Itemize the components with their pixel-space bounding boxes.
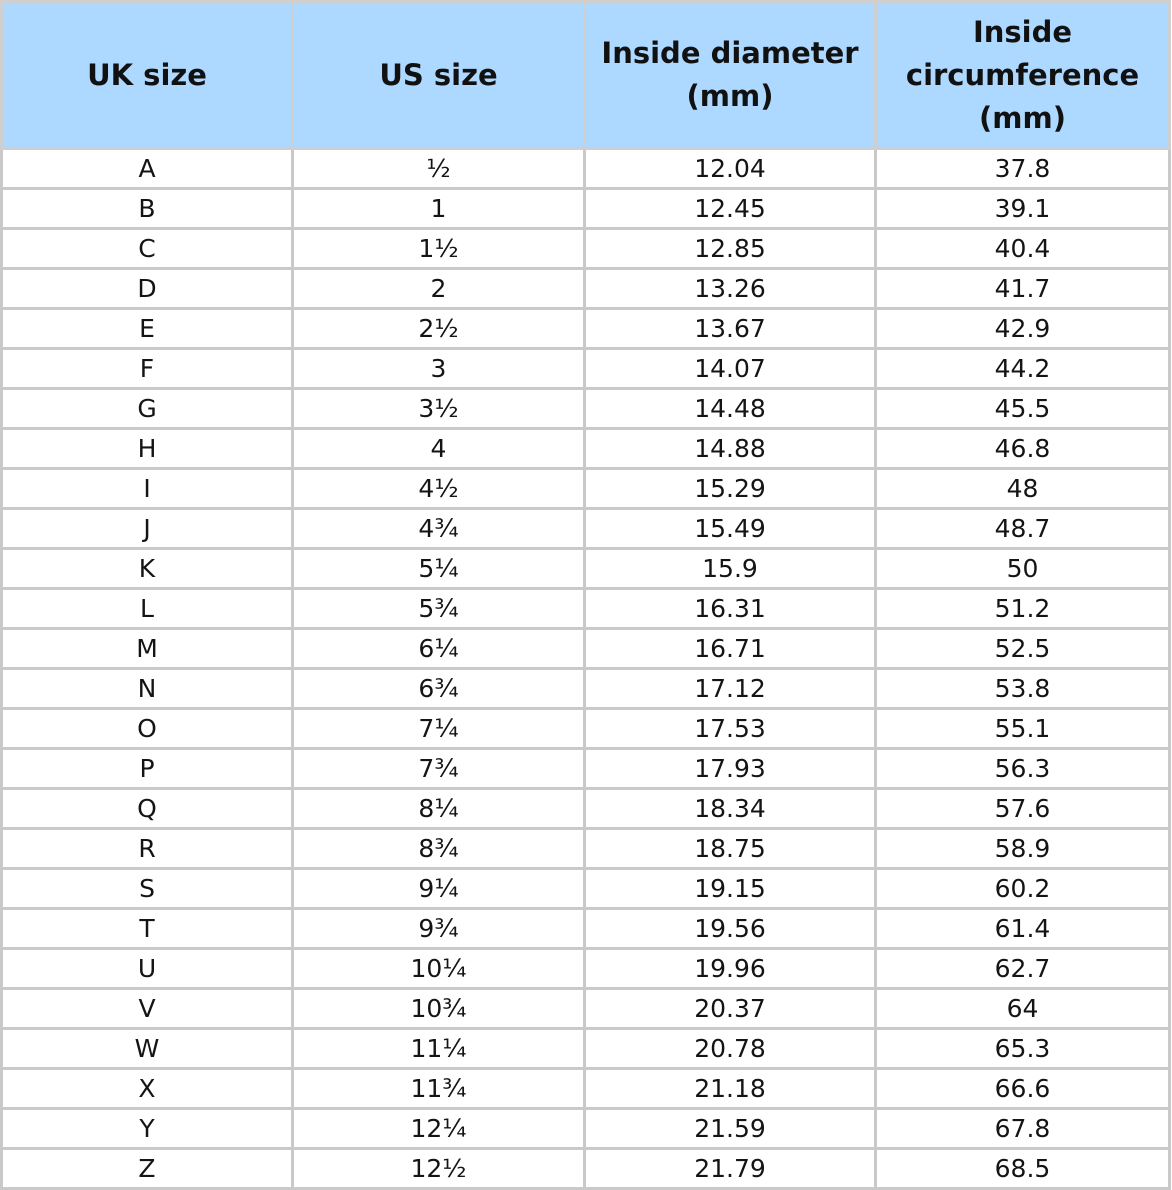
table-row <box>2 869 1170 909</box>
table-row <box>2 789 1170 829</box>
us-size-cell: 2 <box>293 269 585 309</box>
inside-circumference-cell: 60.2 <box>876 869 1170 909</box>
inside-circumference-cell: 42.9 <box>876 309 1170 349</box>
inside-circumference-cell: 41.7 <box>876 269 1170 309</box>
inside-diameter-cell: 15.9 <box>585 549 876 589</box>
header-us-size <box>293 2 585 149</box>
inside-circumference-cell: 40.4 <box>876 229 1170 269</box>
inside-circumference-cell: 53.8 <box>876 669 1170 709</box>
us-size-cell: 3 <box>293 349 585 389</box>
inside-diameter-cell: 12.45 <box>585 189 876 229</box>
table-row <box>2 749 1170 789</box>
table-row <box>2 629 1170 669</box>
uk-size-cell: L <box>2 589 293 629</box>
inside-diameter-cell: 15.49 <box>585 509 876 549</box>
us-size-cell: 3½ <box>293 389 585 429</box>
header-us-size-line: US size <box>379 57 498 92</box>
table-row <box>2 709 1170 749</box>
us-size-cell: 9¾ <box>293 909 585 949</box>
inside-diameter-cell: 15.29 <box>585 469 876 509</box>
inside-diameter-cell: 12.85 <box>585 229 876 269</box>
uk-size-cell: M <box>2 629 293 669</box>
us-size-cell: 8¾ <box>293 829 585 869</box>
inside-diameter-cell: 14.07 <box>585 349 876 389</box>
us-size-cell: 12½ <box>293 1149 585 1189</box>
inside-diameter-cell: 12.04 <box>585 149 876 189</box>
uk-size-cell: O <box>2 709 293 749</box>
inside-diameter-cell: 21.18 <box>585 1069 876 1109</box>
uk-size-cell: A <box>2 149 293 189</box>
uk-size-cell: T <box>2 909 293 949</box>
header-inside-diameter <box>585 2 876 149</box>
table-row <box>2 669 1170 709</box>
us-size-cell: 6¼ <box>293 629 585 669</box>
inside-diameter-cell: 20.78 <box>585 1029 876 1069</box>
header-inside-circumference-line2: circumference <box>905 57 1140 92</box>
table-body <box>2 149 1170 1189</box>
inside-diameter-cell: 17.53 <box>585 709 876 749</box>
inside-circumference-cell: 64 <box>876 989 1170 1029</box>
table-row <box>2 589 1170 629</box>
inside-circumference-cell: 37.8 <box>876 149 1170 189</box>
header-row <box>2 2 1170 149</box>
table-row <box>2 149 1170 189</box>
uk-size-cell: X <box>2 1069 293 1109</box>
us-size-cell: 5¼ <box>293 549 585 589</box>
uk-size-cell: S <box>2 869 293 909</box>
header-inside-circumference <box>876 2 1170 149</box>
table-row <box>2 949 1170 989</box>
uk-size-cell: H <box>2 429 293 469</box>
table-row <box>2 269 1170 309</box>
inside-diameter-cell: 18.34 <box>585 789 876 829</box>
inside-circumference-cell: 67.8 <box>876 1109 1170 1149</box>
table-row <box>2 829 1170 869</box>
uk-size-cell: G <box>2 389 293 429</box>
table-row <box>2 549 1170 589</box>
us-size-cell: 10¾ <box>293 989 585 1029</box>
inside-diameter-cell: 19.96 <box>585 949 876 989</box>
inside-diameter-cell: 13.67 <box>585 309 876 349</box>
us-size-cell: ½ <box>293 149 585 189</box>
inside-diameter-cell: 14.88 <box>585 429 876 469</box>
inside-circumference-cell: 62.7 <box>876 949 1170 989</box>
inside-diameter-cell: 17.12 <box>585 669 876 709</box>
uk-size-cell: J <box>2 509 293 549</box>
table-row <box>2 189 1170 229</box>
table-row <box>2 989 1170 1029</box>
inside-diameter-cell: 19.56 <box>585 909 876 949</box>
inside-diameter-cell: 16.31 <box>585 589 876 629</box>
inside-diameter-cell: 14.48 <box>585 389 876 429</box>
table-row <box>2 1149 1170 1189</box>
us-size-cell: 12¼ <box>293 1109 585 1149</box>
inside-circumference-cell: 44.2 <box>876 349 1170 389</box>
inside-circumference-cell: 61.4 <box>876 909 1170 949</box>
us-size-cell: 1 <box>293 189 585 229</box>
inside-circumference-cell: 57.6 <box>876 789 1170 829</box>
uk-size-cell: Y <box>2 1109 293 1149</box>
uk-size-cell: N <box>2 669 293 709</box>
inside-diameter-cell: 20.37 <box>585 989 876 1029</box>
table-header <box>2 2 1170 149</box>
uk-size-cell: R <box>2 829 293 869</box>
inside-circumference-cell: 56.3 <box>876 749 1170 789</box>
inside-diameter-cell: 16.71 <box>585 629 876 669</box>
uk-size-cell: W <box>2 1029 293 1069</box>
table-row <box>2 429 1170 469</box>
inside-circumference-cell: 50 <box>876 549 1170 589</box>
table-row <box>2 1029 1170 1069</box>
us-size-cell: 4½ <box>293 469 585 509</box>
header-inside-diameter-line: Inside diameter <box>601 36 859 70</box>
uk-size-cell: P <box>2 749 293 789</box>
us-size-cell: 7¾ <box>293 749 585 789</box>
us-size-cell: 1½ <box>293 229 585 269</box>
table-row <box>2 1109 1170 1149</box>
table-row <box>2 349 1170 389</box>
table-row <box>2 469 1170 509</box>
header-uk-size <box>2 2 293 149</box>
inside-diameter-cell: 17.93 <box>585 749 876 789</box>
table-row <box>2 389 1170 429</box>
inside-circumference-cell: 48.7 <box>876 509 1170 549</box>
uk-size-cell: I <box>2 469 293 509</box>
header-inside-diameter-unit: (mm) <box>686 79 774 113</box>
uk-size-cell: B <box>2 189 293 229</box>
inside-circumference-cell: 55.1 <box>876 709 1170 749</box>
inside-circumference-cell: 46.8 <box>876 429 1170 469</box>
uk-size-cell: Z <box>2 1149 293 1189</box>
uk-size-cell: C <box>2 229 293 269</box>
uk-size-cell: Q <box>2 789 293 829</box>
us-size-cell: 10¼ <box>293 949 585 989</box>
inside-circumference-cell: 65.3 <box>876 1029 1170 1069</box>
uk-size-cell: E <box>2 309 293 349</box>
header-uk-size-line: UK size <box>87 57 207 92</box>
uk-size-cell: V <box>2 989 293 1029</box>
uk-size-cell: F <box>2 349 293 389</box>
us-size-cell: 11¾ <box>293 1069 585 1109</box>
header-inside-circumference-unit: (mm) <box>979 100 1066 135</box>
inside-circumference-cell: 52.5 <box>876 629 1170 669</box>
inside-circumference-cell: 51.2 <box>876 589 1170 629</box>
inside-diameter-cell: 18.75 <box>585 829 876 869</box>
uk-size-cell: K <box>2 549 293 589</box>
inside-circumference-cell: 45.5 <box>876 389 1170 429</box>
inside-circumference-cell: 39.1 <box>876 189 1170 229</box>
inside-circumference-cell: 48 <box>876 469 1170 509</box>
uk-size-cell: U <box>2 949 293 989</box>
inside-diameter-cell: 13.26 <box>585 269 876 309</box>
us-size-cell: 2½ <box>293 309 585 349</box>
inside-diameter-cell: 21.79 <box>585 1149 876 1189</box>
us-size-cell: 11¼ <box>293 1029 585 1069</box>
table-row <box>2 509 1170 549</box>
inside-circumference-cell: 58.9 <box>876 829 1170 869</box>
table-row <box>2 309 1170 349</box>
us-size-cell: 4 <box>293 429 585 469</box>
inside-circumference-cell: 68.5 <box>876 1149 1170 1189</box>
table-row <box>2 909 1170 949</box>
inside-circumference-cell: 66.6 <box>876 1069 1170 1109</box>
us-size-cell: 5¾ <box>293 589 585 629</box>
us-size-cell: 9¼ <box>293 869 585 909</box>
us-size-cell: 4¾ <box>293 509 585 549</box>
inside-diameter-cell: 21.59 <box>585 1109 876 1149</box>
us-size-cell: 7¼ <box>293 709 585 749</box>
inside-diameter-cell: 19.15 <box>585 869 876 909</box>
uk-size-cell: D <box>2 269 293 309</box>
us-size-cell: 8¼ <box>293 789 585 829</box>
table-row <box>2 1069 1170 1109</box>
table-row <box>2 229 1170 269</box>
us-size-cell: 6¾ <box>293 669 585 709</box>
header-inside-circumference-line1: Inside <box>972 14 1073 49</box>
